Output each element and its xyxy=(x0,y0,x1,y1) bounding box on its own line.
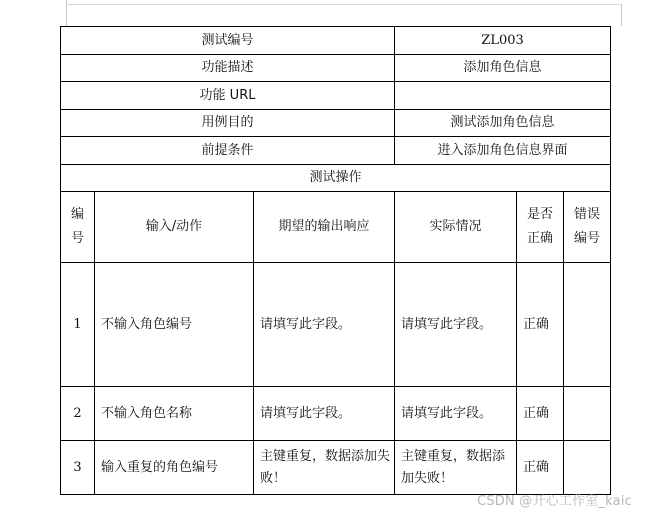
header-error-num: 错误编号 xyxy=(564,192,611,263)
row-expected: 请填写此字段。 xyxy=(254,387,395,441)
precondition-label: 前提条件 xyxy=(61,137,395,165)
row-error-num xyxy=(564,263,611,387)
row-expected: 请填写此字段。 xyxy=(254,263,395,387)
meta-row-url xyxy=(61,82,611,110)
row-correct: 正确 xyxy=(517,441,564,495)
url-label: 功能 URL xyxy=(61,82,395,110)
row-num: 2 xyxy=(61,387,95,441)
ops-title: 测试操作 xyxy=(61,165,611,192)
meta-row-precondition xyxy=(61,137,611,165)
row-correct: 正确 xyxy=(517,387,564,441)
test-id-value: ZL003 xyxy=(395,27,611,55)
row-expected: 主键重复，数据添加失败！ xyxy=(254,441,395,495)
purpose-label: 用例目的 xyxy=(61,110,395,137)
purpose-value: 测试添加角色信息 xyxy=(395,110,611,137)
row-actual: 请填写此字段。 xyxy=(395,263,517,387)
page-margin-line-right xyxy=(621,4,622,26)
row-input: 输入重复的角色编号 xyxy=(95,441,254,495)
table-row xyxy=(61,441,611,495)
header-num: 编号 xyxy=(61,192,95,263)
function-value: 添加角色信息 xyxy=(395,55,611,82)
row-error-num xyxy=(564,387,611,441)
row-actual: 主键重复，数据添加失败！ xyxy=(395,441,517,495)
test-id-label: 测试编号 xyxy=(61,27,395,55)
table-row xyxy=(61,263,611,387)
page-margin-line-top xyxy=(66,4,622,5)
header-expected: 期望的输出响应 xyxy=(254,192,395,263)
meta-row-function xyxy=(61,55,611,82)
watermark: CSDN @开心工作室_kaic xyxy=(477,494,632,509)
function-label: 功能描述 xyxy=(61,55,395,82)
precondition-value: 进入添加角色信息界面 xyxy=(395,137,611,165)
ops-header-row xyxy=(61,192,611,263)
header-actual: 实际情况 xyxy=(395,192,517,263)
row-num: 3 xyxy=(61,441,95,495)
header-input: 输入/动作 xyxy=(95,192,254,263)
row-correct: 正确 xyxy=(517,263,564,387)
row-actual: 请填写此字段。 xyxy=(395,387,517,441)
meta-row-purpose xyxy=(61,110,611,137)
url-value xyxy=(395,82,611,110)
row-error-num xyxy=(564,441,611,495)
row-num: 1 xyxy=(61,263,95,387)
header-correct: 是否正确 xyxy=(517,192,564,263)
meta-row-test-id xyxy=(61,27,611,55)
row-input: 不输入角色编号 xyxy=(95,263,254,387)
ops-title-row xyxy=(61,165,611,192)
table-row xyxy=(61,387,611,441)
row-input: 不输入角色名称 xyxy=(95,387,254,441)
test-case-table xyxy=(60,26,611,495)
